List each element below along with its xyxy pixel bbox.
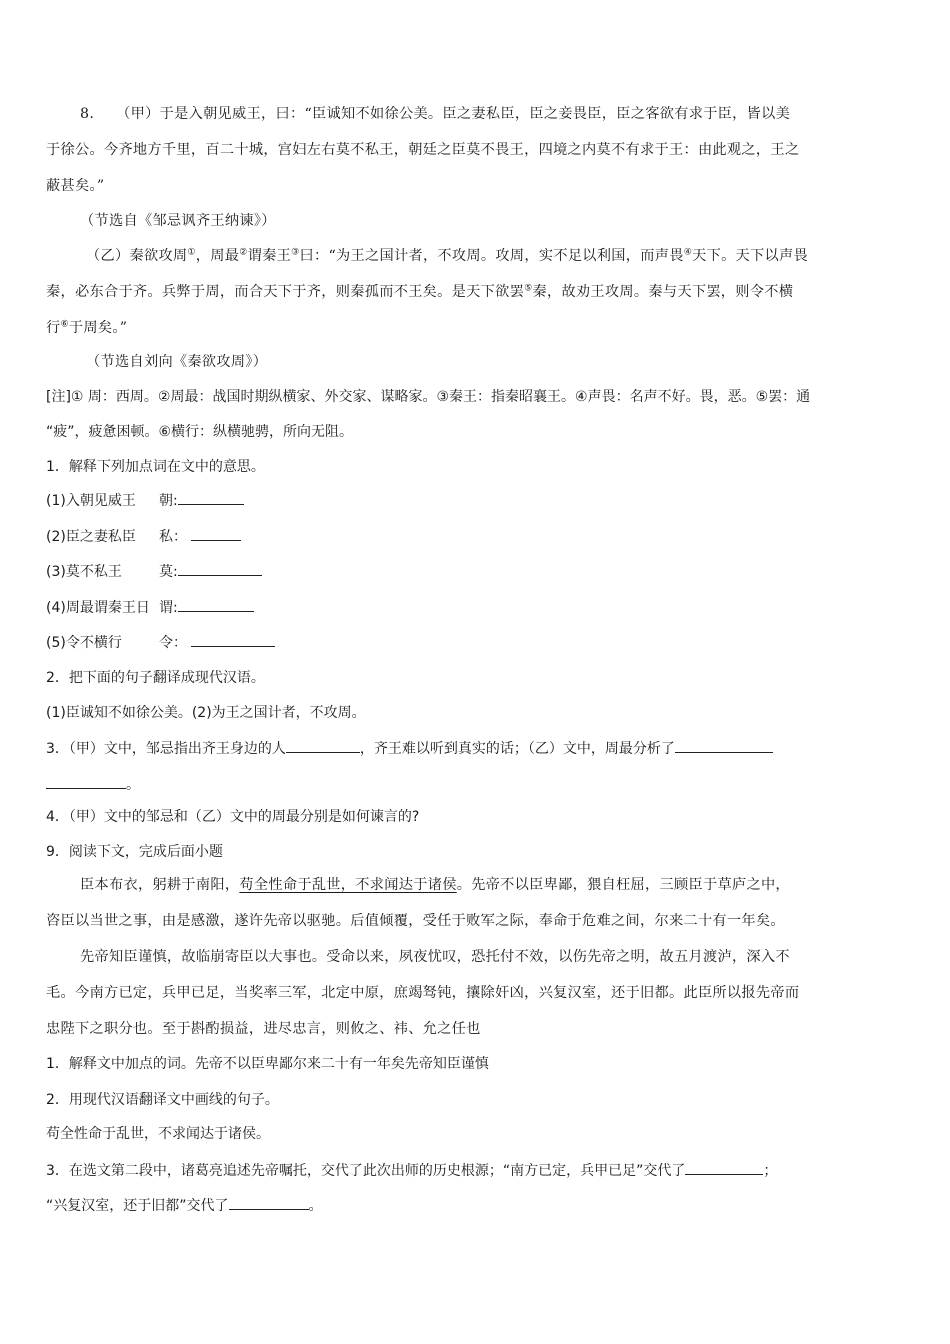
q8-q4-prompt: 4．（甲）文中的邹忌和（乙）文中的周最分别是如何谏言的? (46, 809, 420, 825)
q9-para2-line-1: 先帝知臣谨慎，故临崩寄臣以大事也。受命以来，夙夜忧叹，恐托付不效，以伤先帝之明，故五月渡泸，深入不 (80, 949, 790, 965)
q9-q2: 2．用现代汉语翻译文中画线的句子。 (46, 1092, 279, 1108)
q8-q2-prompt: 2．把下面的句子翻译成现代汉语。 (46, 670, 265, 686)
q8-yi-line-2: 秦，必东合于齐。兵弊于周，而合天下于齐，则秦孤而不王矣。是天下欲罢⑤秦，故劝王攻周。秦与天下罢，则令不横 (46, 283, 794, 300)
q9-q3-line-2: “兴复汉室，还于旧都”交代了 。 (46, 1195, 323, 1216)
answer-blank[interactable] (178, 597, 254, 612)
answer-blank[interactable] (675, 738, 773, 753)
q9-q2-sentence: 苟全性命于乱世，不求闻达于诸侯。 (46, 1126, 270, 1142)
footnote-marker: ⑤ (524, 283, 533, 294)
q9-prompt: 9．阅读下文，完成后面小题 (46, 844, 223, 860)
q8-notes-line-1: [注]① 周：西周。②周最：战国时期纵横家、外交家、谋略家。③秦王：指秦昭襄王。④声畏：名声不好。畏，恶。⑤罢：通 (46, 389, 811, 405)
q9-para1-line-2: 咨臣以当世之事，由是感激，遂许先帝以驱驰。后值倾覆，受任于败军之际，奉命于危难之间，尔来二十有一年矣。 (46, 913, 785, 929)
answer-blank[interactable] (178, 561, 262, 576)
q8-q1-item-1: (1)入朝见威王 朝: (46, 490, 244, 511)
answer-blank[interactable] (286, 738, 360, 753)
q8-yi-line-1: （乙）秦欲攻周①，周最②谓秦王③曰：“为王之国计者，不攻周。攻周，实不足以利国，而声畏④天下。天下以声畏 (86, 247, 808, 264)
answer-blank[interactable] (178, 490, 244, 505)
q8-jia-line-2: 于徐公。今齐地方千里，百二十城，宫妇左右莫不私王，朝廷之臣莫不畏王，四境之内莫不有求于王：由此观之，王之 (46, 142, 800, 158)
underlined-sentence: 苟全性命于乱世，不求闻达于诸侯 (239, 877, 457, 893)
q8-q3-line-1: 3．（甲）文中，邹忌指出齐王身边的人 ，齐王难以听到真实的话；（乙）文中，周最分析了 (46, 738, 773, 759)
footnote-marker: ③ (291, 247, 300, 258)
q8-q1-item-2: (2)臣之妻私臣 私： (46, 526, 241, 547)
q8-q3-line-2: 。 (46, 774, 140, 795)
footnote-marker: ⑥ (60, 319, 69, 330)
q8-q2-sentences: (1)臣诚知不如徐公美。(2)为王之国计者，不攻周。 (46, 705, 366, 721)
answer-blank[interactable] (191, 526, 241, 541)
q9-q1: 1．解释文中加点的词。先帝不以臣卑鄙尔来二十有一年矣先帝知臣谨慎 (46, 1056, 489, 1072)
answer-blank[interactable] (685, 1160, 763, 1175)
q8-notes-line-2: “疲”，疲惫困顿。⑥横行：纵横驰骋，所向无阻。 (46, 424, 354, 440)
answer-blank[interactable] (229, 1195, 309, 1210)
q9-para2-line-2: 毛。今南方已定，兵甲已足，当奖率三军，北定中原，庶竭驽钝，攘除奸凶，兴复汉室，还于旧都。此臣所以报先帝而 (46, 985, 800, 1001)
q8-q1-item-5: (5)令不横行 令： (46, 632, 275, 653)
q8-jia-line-3: 蔽甚矣。” (46, 178, 105, 194)
answer-blank[interactable] (46, 774, 126, 789)
q8-jia-source: （节选自《邹忌讽齐王纳谏》） (80, 213, 276, 229)
q9-q3-line-1: 3．在选文第二段中，诸葛亮追述先帝嘱托，交代了此次出师的历史根源；“南方已定，兵甲已足”交代了 ； (46, 1160, 777, 1181)
q9-para1-line-1: 臣本布衣，躬耕于南阳，苟全性命于乱世，不求闻达于诸侯。先帝不以臣卑鄙，猥自枉屈，三顾臣于草庐之中， (80, 877, 790, 893)
q8-yi-line-3: 行⑥于周矣。” (46, 319, 128, 336)
q8-number: 8. (80, 106, 95, 122)
answer-blank[interactable] (191, 632, 275, 647)
footnote-marker: ① (187, 247, 196, 258)
q8-q1-prompt: 1．解释下列加点词在文中的意思。 (46, 459, 265, 475)
footnote-marker: ④ (683, 247, 693, 258)
q8-q1-item-4: (4)周最谓秦王日 谓: (46, 597, 254, 618)
q8-yi-source: （节选自刘向《秦欲攻周》） (86, 354, 268, 370)
q8-jia-line-1: 8. （甲）于是入朝见威王，曰：“臣诚知不如徐公美。臣之妻私臣，臣之妾畏臣，臣之客欲有求于臣，皆以美 (80, 106, 791, 122)
footnote-marker: ② (239, 247, 248, 258)
q8-q1-item-3: (3)莫不私王 莫: (46, 561, 262, 582)
q9-para2-line-3: 忠陛下之职分也。至于斟酌损益，进尽忠言，则攸之、祎、允之任也 (46, 1021, 481, 1037)
